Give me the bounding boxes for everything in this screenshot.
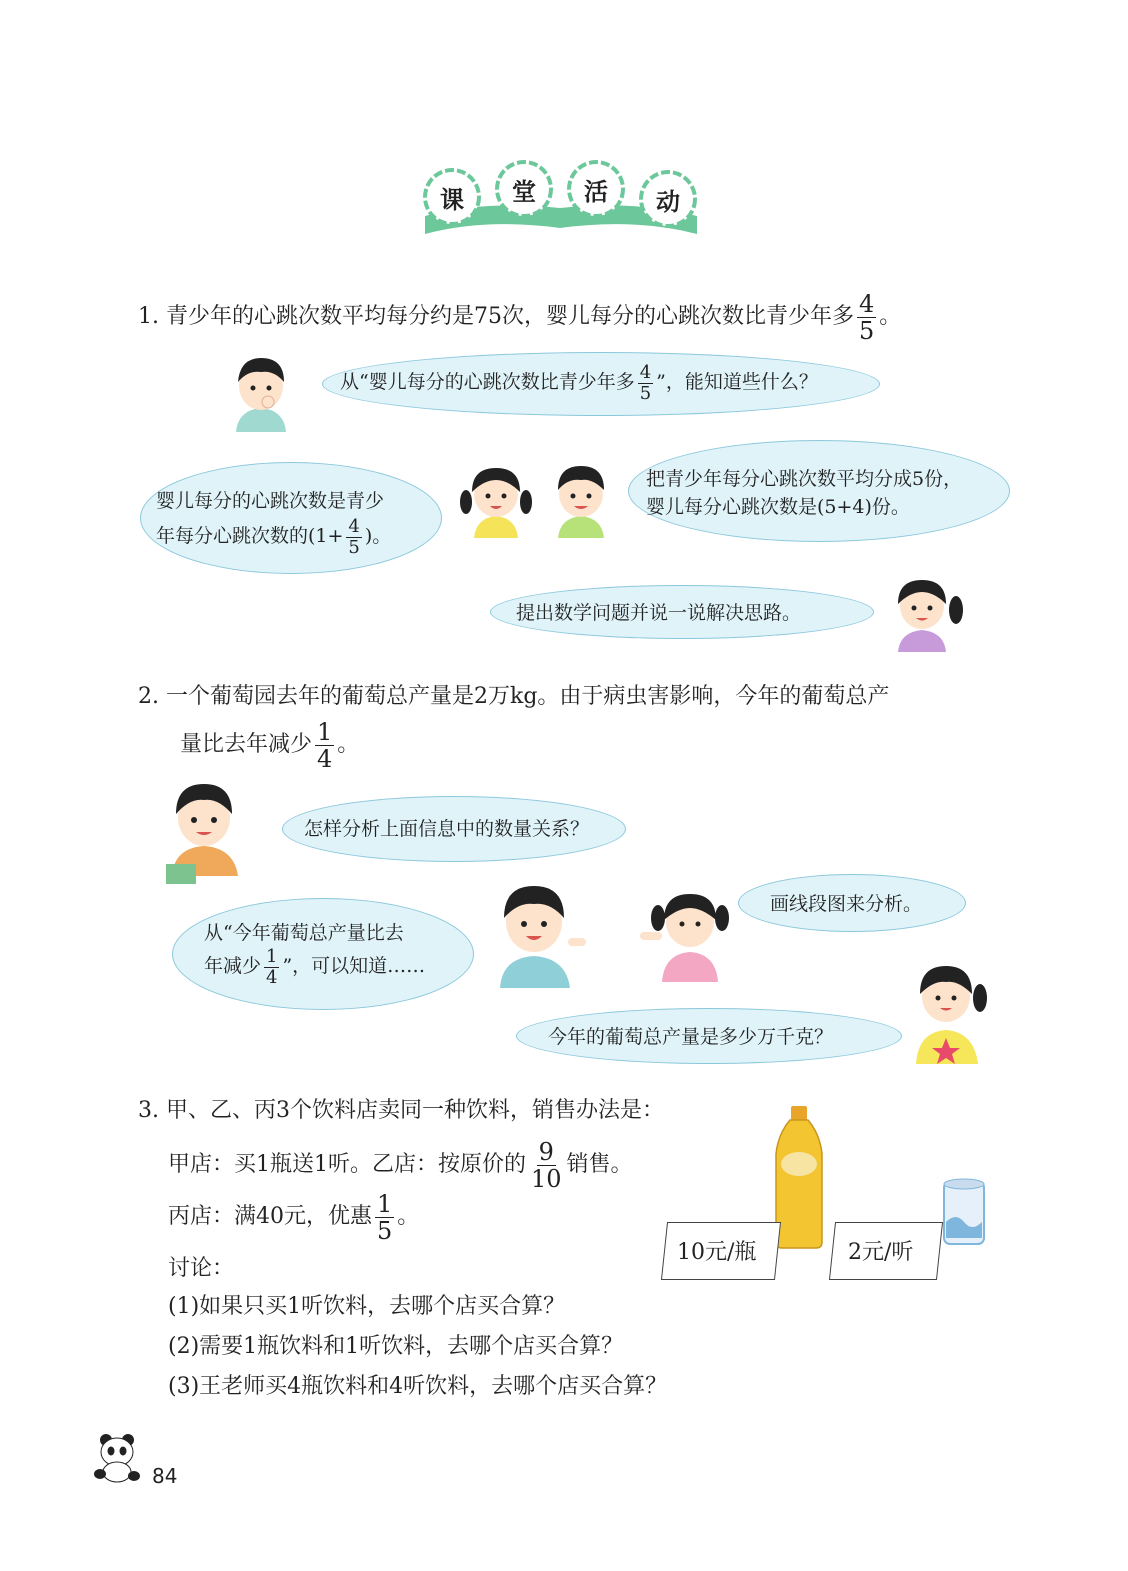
boy-pointing-illustration bbox=[490, 878, 590, 988]
price-can-text: 2元/听 bbox=[848, 1240, 914, 1265]
title-char-4: 动 bbox=[656, 187, 680, 216]
boy-thinking-illustration bbox=[228, 352, 294, 432]
problem-1-end: 。 bbox=[879, 304, 902, 329]
title-char-3: 活 bbox=[584, 177, 608, 206]
problem-2-line-2: 量比去年减少 $\frac{1}{4}$ 。 bbox=[180, 717, 360, 773]
boy-with-books-illustration bbox=[160, 776, 260, 886]
problem-1-fraction: $\frac{4}{5}$ bbox=[858, 289, 875, 345]
bubble-5-text: 怎样分析上面信息中的数量关系？ bbox=[304, 818, 590, 840]
bubble-8-text: 今年的葡萄总产量是多少万千克？ bbox=[548, 1026, 834, 1048]
problem-1-statement bbox=[138, 289, 902, 345]
panda-icon bbox=[92, 1432, 142, 1484]
price-bottle-text: 10元/瓶 bbox=[677, 1240, 757, 1265]
girl-star-sweater-illustration bbox=[902, 954, 992, 1064]
bubble-2-line-1: 婴儿每分的心跳次数是青少 bbox=[156, 490, 385, 512]
girl-pointing-illustration bbox=[638, 882, 738, 982]
bubble-3-line-1: 把青少年每分心跳次数平均分成5份， bbox=[646, 468, 963, 490]
title-banner bbox=[415, 158, 705, 240]
title-char-2: 堂 bbox=[512, 177, 536, 206]
bubble-6-fraction: $\frac{1}{4}$ bbox=[266, 945, 278, 988]
title-char-1: 课 bbox=[440, 185, 464, 214]
bubble-7-text: 画线段图来分析。 bbox=[770, 893, 923, 915]
problem-3-fraction-9-10: $\frac{9}{10}$ bbox=[531, 1137, 562, 1193]
bubble-6-line-2: 年减少 $\frac{1}{4}$ ”，可以知道…… bbox=[204, 945, 426, 988]
problem-3-line-1: 3. 甲、乙、丙3个饮料店卖同一种饮料，销售办法是： bbox=[138, 1098, 664, 1123]
bubble-2-line-2: 年每分心跳次数的(1+ $\frac{4}{5}$ )。 bbox=[156, 515, 392, 558]
problem-3-question-3: (3)王老师买4瓶饮料和4听饮料，去哪个店买合算？ bbox=[168, 1374, 668, 1399]
page-number: 84 bbox=[152, 1464, 178, 1488]
girl-asking-illustration bbox=[882, 570, 970, 652]
problem-3-fraction-1-5: $\frac{1}{5}$ bbox=[377, 1189, 393, 1245]
problem-3-question-2: (2)需要1瓶饮料和1听饮料，去哪个店买合算？ bbox=[168, 1334, 624, 1359]
problem-1-text: 1. 青少年的心跳次数平均每分约是75次，婴儿每分的心跳次数比青少年多 bbox=[138, 304, 854, 329]
bubble-1-fraction: $\frac{4}{5}$ bbox=[639, 361, 652, 404]
boy-smiling-illustration bbox=[548, 458, 614, 538]
bubble-2-fraction: $\frac{4}{5}$ bbox=[348, 515, 360, 558]
problem-3-line-2: 甲店：买1瓶送1听。乙店：按原价的 $\frac{9}{10}$ 销售。 bbox=[168, 1137, 633, 1193]
can-illustration bbox=[940, 1176, 988, 1248]
bubble-3-line-2: 婴儿每分心跳次数是(5+4)份。 bbox=[646, 496, 910, 518]
problem-2-line-1: 2. 一个葡萄园去年的葡萄总产量是2万kg。由于病虫害影响，今年的葡萄总产 bbox=[138, 684, 890, 709]
bubble-4-text: 提出数学问题并说一说解决思路。 bbox=[516, 602, 802, 624]
girl-pigtails-illustration bbox=[458, 458, 534, 538]
problem-3-line-3: 丙店：满40元，优惠 $\frac{1}{5}$ 。 bbox=[168, 1189, 420, 1245]
problem-2-fraction: $\frac{1}{4}$ bbox=[317, 717, 333, 773]
bubble-6-line-1: 从“今年葡萄总产量比去 bbox=[204, 922, 404, 944]
bubble-1-text: 从“婴儿每分的心跳次数比青少年多 $\frac{4}{5}$ ”，能知道些什么？ bbox=[340, 361, 818, 404]
problem-3-question-1: (1)如果只买1听饮料，去哪个店买合算？ bbox=[168, 1294, 566, 1319]
problem-3-discuss: 讨论： bbox=[168, 1256, 235, 1281]
